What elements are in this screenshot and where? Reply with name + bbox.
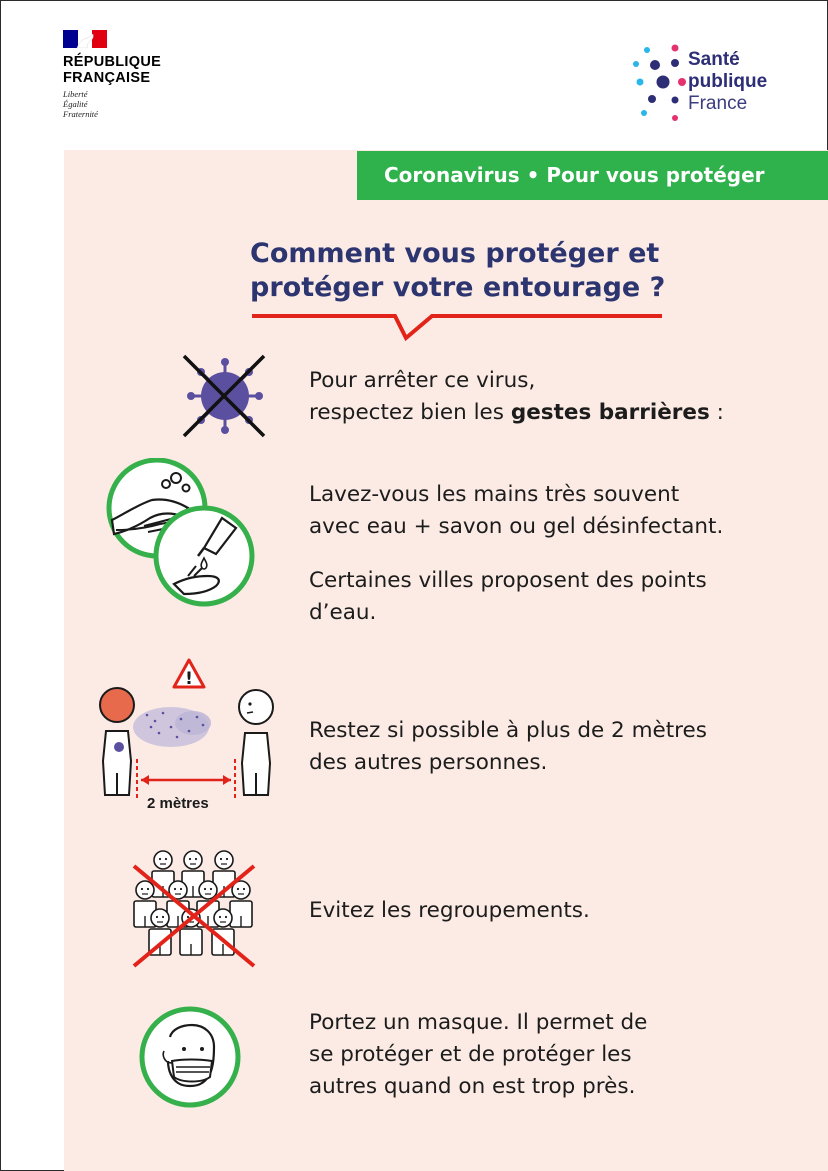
distance-line-1: Restez si possible à plus de 2 mètres [309,718,707,743]
crossed-virus-icon [180,352,270,440]
hands-line-4: d’eau. [309,600,377,625]
title-line-2: protéger votre entourage ? [250,272,666,303]
hands-line-2: avec eau + savon ou gel désinfectant. [309,514,724,539]
motto-fraternite: Fraternité [63,109,98,119]
hand-washing-icon [104,458,260,608]
spf-sante: Santé [688,49,740,70]
groups-text [309,895,590,927]
groups-line-1: Evitez les regroupements. [309,898,590,923]
crowd-person [230,881,252,927]
intro-line-2 [309,397,724,429]
intro-line-2-pre: respectez bien les [309,400,511,425]
motto-egalite: Égalité [63,99,88,109]
mask-line-3: autres quand on est trop près. [309,1074,636,1099]
page-title [250,237,665,305]
republique-francaise-logo [63,30,161,119]
spf-dots-icon [630,42,688,122]
distance-icon [93,655,285,815]
distance-line-2: des autres personnes. [309,750,548,775]
republique-line: RÉPUBLIQUE [63,54,162,70]
intro-text [309,365,724,429]
mask-text [309,1007,647,1103]
francaise-line: FRANÇAISE [63,70,151,86]
marianne-flag-icon [63,30,107,48]
title-line-1: Comment vous protéger et [250,238,660,269]
hands-line-3: Certaines villes proposent des points [309,568,707,593]
motto-liberte: Liberté [63,89,88,99]
mask-line-2: se protéger et de protéger les [309,1042,632,1067]
topic-banner: Coronavirus • Pour vous protéger [357,151,828,200]
mask-line-1: Portez un masque. Il permet de [309,1010,648,1035]
water-points-text [309,565,707,629]
gestes-barrieres-emphasis: gestes barrières [510,400,710,425]
crossed-crowd-icon [128,848,260,978]
svg-text:!: ! [185,669,193,689]
distance-label: 2 mètres [147,795,209,812]
hands-line-1: Lavez-vous les mains très souvent [309,482,680,507]
mask-face-icon [138,1005,242,1109]
spf-publique: publique [688,71,768,92]
crowd-person [149,909,171,955]
distance-text [309,715,707,779]
intro-line-1: Pour arrêter ce virus, [309,368,536,393]
speech-bubble-underline [250,308,670,348]
spf-france: France [688,93,748,114]
sante-publique-france-logo [630,42,800,122]
hands-text [309,479,723,543]
intro-line-2-post: : [709,400,724,425]
